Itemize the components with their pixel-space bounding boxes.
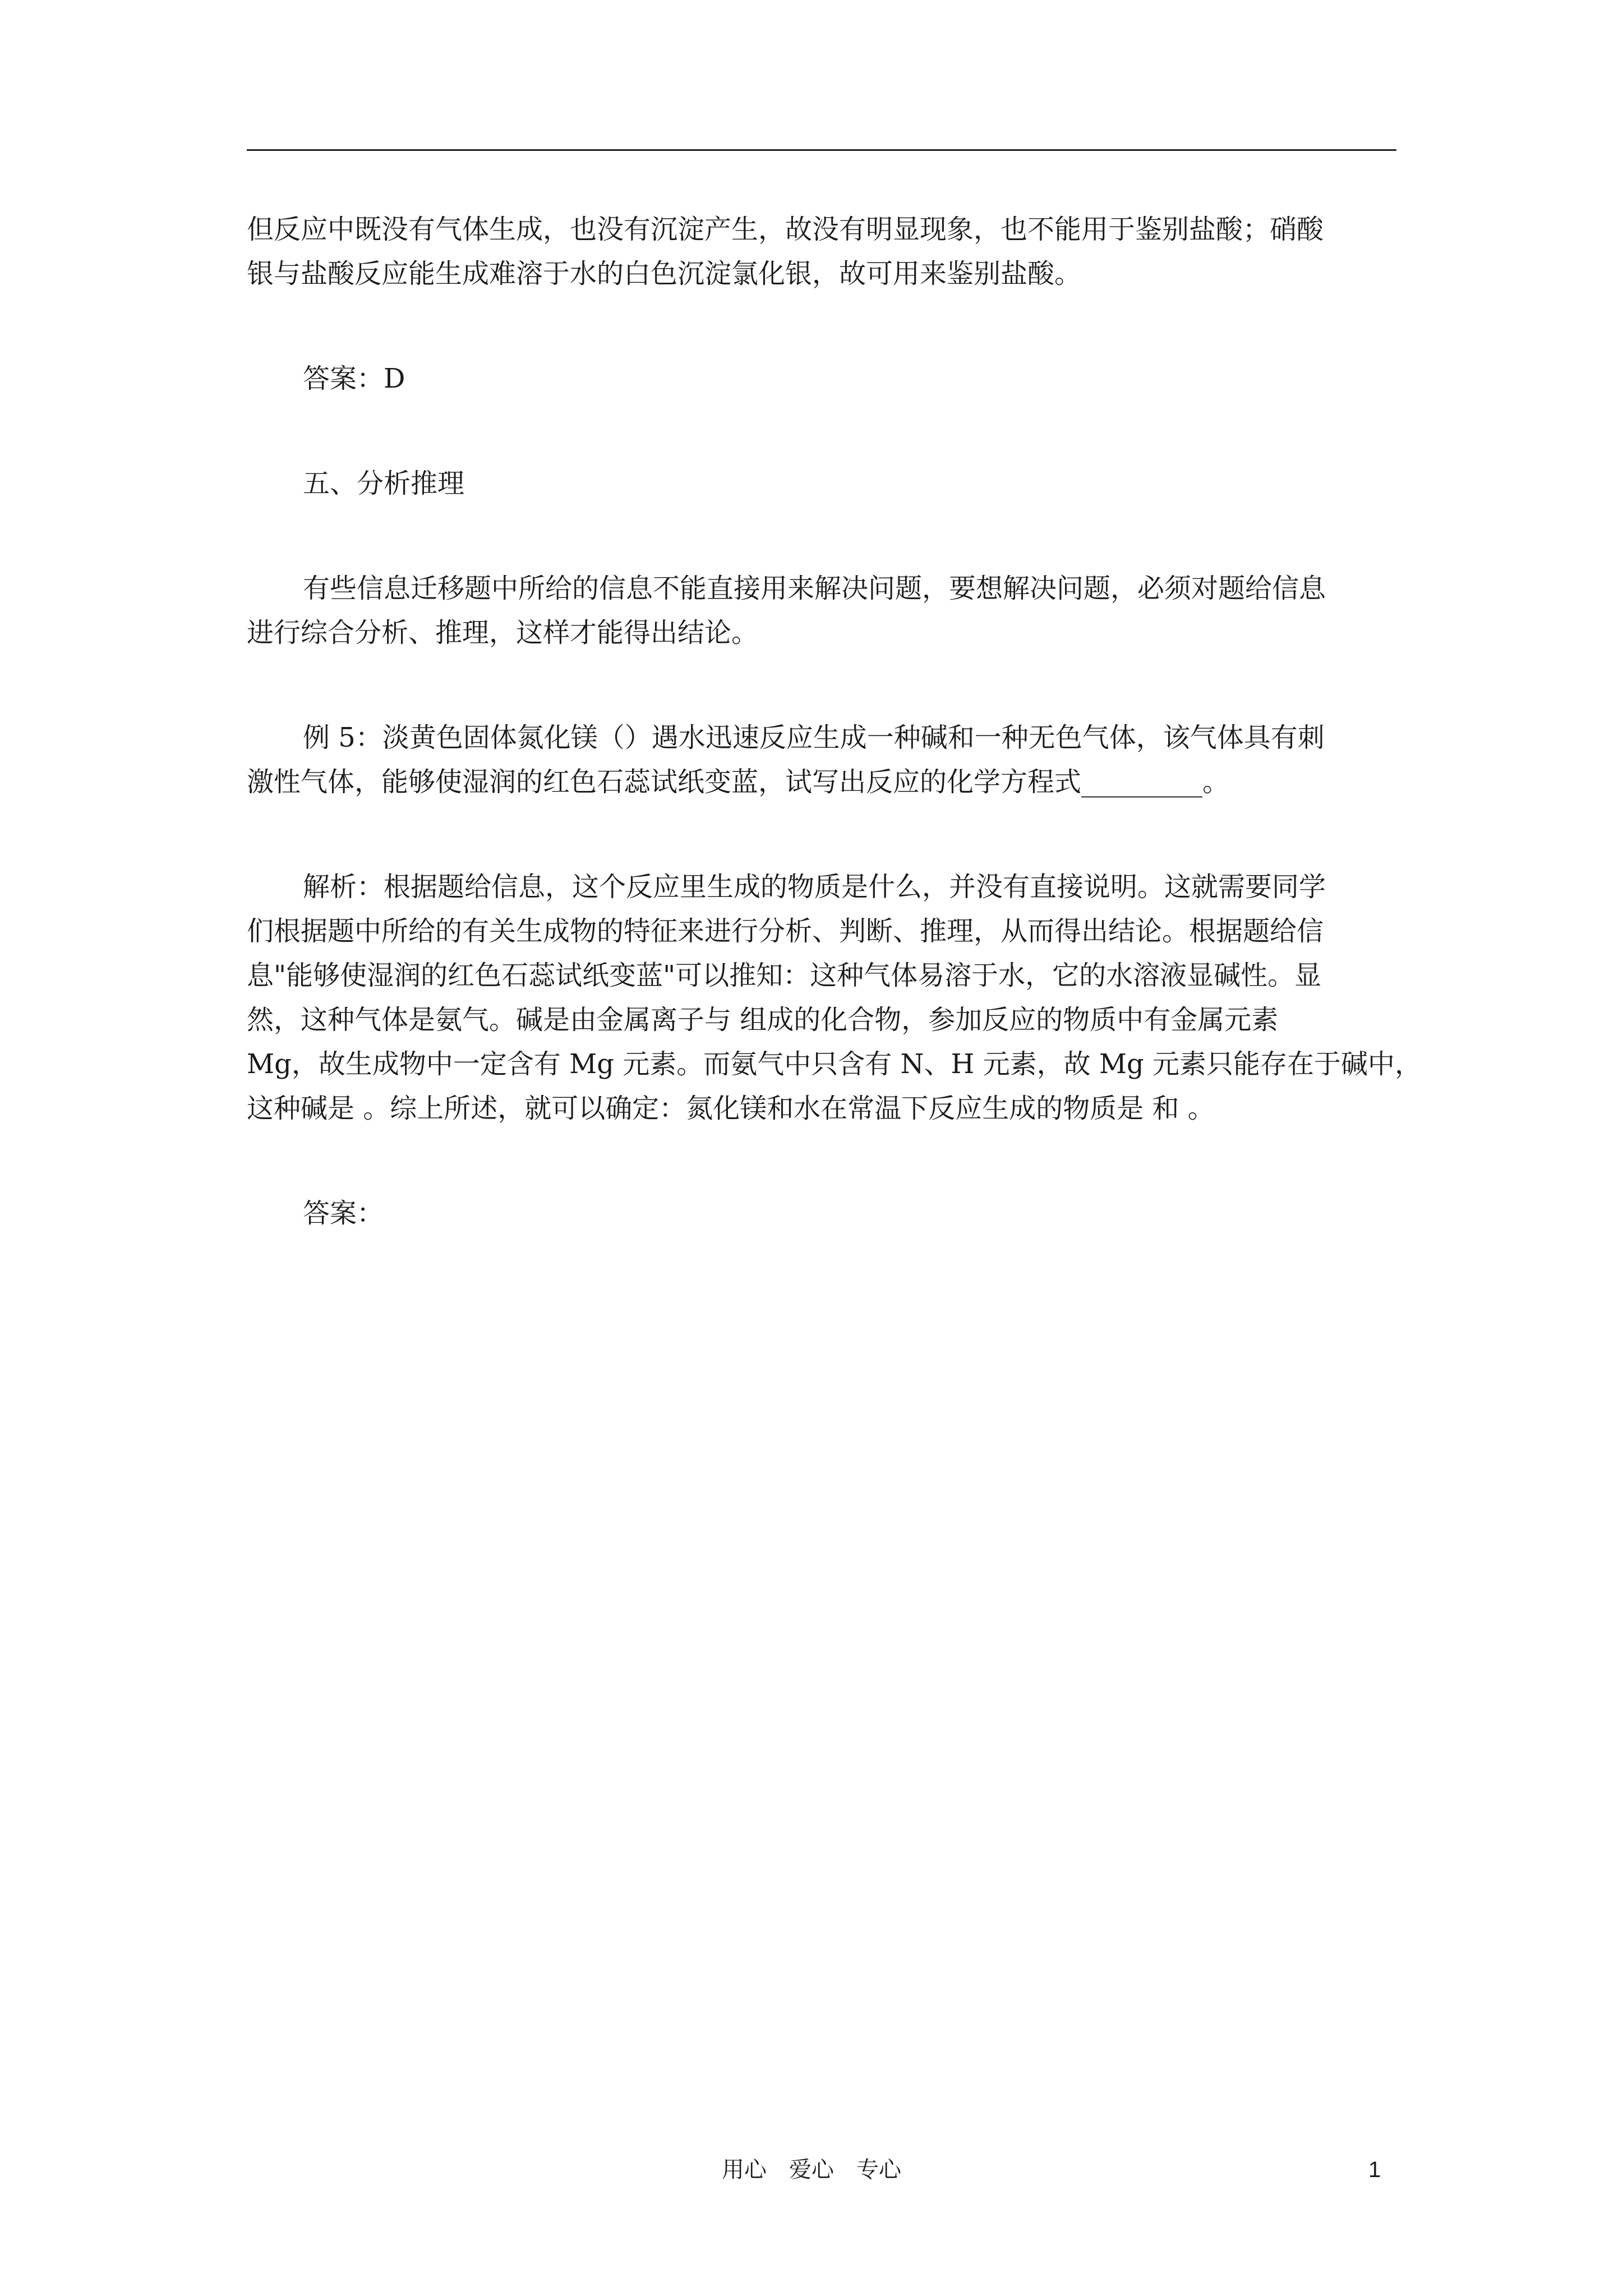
document-body bbox=[247, 208, 1422, 1296]
analysis bbox=[247, 865, 1422, 1131]
text-line: 们根据题中所给的有关生成物的特征来进行分析、判断、推理，从而得出结论。根据题给信 bbox=[247, 915, 1324, 947]
header-rule bbox=[247, 149, 1396, 151]
paragraph-continuation bbox=[247, 208, 1396, 296]
text-line: 然，这种气体是氨气。碱是由金属离子与 组成的化合物，参加反应的物质中有金属元素 bbox=[247, 1004, 1279, 1036]
text-line: 答案： bbox=[303, 1198, 384, 1229]
section-intro bbox=[247, 567, 1396, 655]
section-heading bbox=[247, 462, 1396, 506]
text-line: 有些信息迁移题中所给的信息不能直接用来解决问题，要想解决问题，必须对题给信息 bbox=[303, 573, 1326, 604]
example-5 bbox=[247, 716, 1396, 804]
text-line: 例 5：淡黄色固体氮化镁（）遇水迅速反应生成一种碱和一种无色气体，该气体具有刺 bbox=[303, 722, 1325, 753]
text-line: Mg，故生成物中一定含有 Mg 元素。而氨气中只含有 N、H 元素，故 Mg 元素只能存在于碱中， bbox=[247, 1048, 1422, 1080]
answer-2 bbox=[247, 1191, 1396, 1236]
text-line: 答案：D bbox=[303, 363, 405, 394]
footer-motto: 用心 爱心 专心 bbox=[722, 2157, 901, 2183]
page-number: 1 bbox=[1368, 2157, 1381, 2182]
text-line: 进行综合分析、推理，这样才能得出结论。 bbox=[247, 617, 759, 648]
text-line: 解析：根据题给信息，这个反应里生成的物质是什么，并没有直接说明。这就需要同学 bbox=[303, 871, 1326, 903]
text-line: 五、分析推理 bbox=[303, 468, 465, 499]
text-line: 银与盐酸反应能生成难溶于水的白色沉淀氯化银，故可用来鉴别盐酸。 bbox=[247, 258, 1082, 289]
text-line: 息"能够使湿润的红色石蕊试纸变蓝"可以推知：这种气体易溶于水，它的水溶液显碱性。显 bbox=[247, 960, 1322, 991]
text-line: 激性气体，能够使湿润的红色石蕊试纸变蓝，试写出反应的化学方程式_________。 bbox=[247, 766, 1230, 798]
text-line: 但反应中既没有气体生成，也没有沉淀产生，故没有明显现象，也不能用于鉴别盐酸；硝酸 bbox=[247, 214, 1324, 245]
text-line: 这种碱是 。综上所述，就可以确定：氮化镁和水在常温下反应生成的物质是 和 。 bbox=[247, 1093, 1215, 1124]
answer-1 bbox=[247, 357, 1396, 401]
